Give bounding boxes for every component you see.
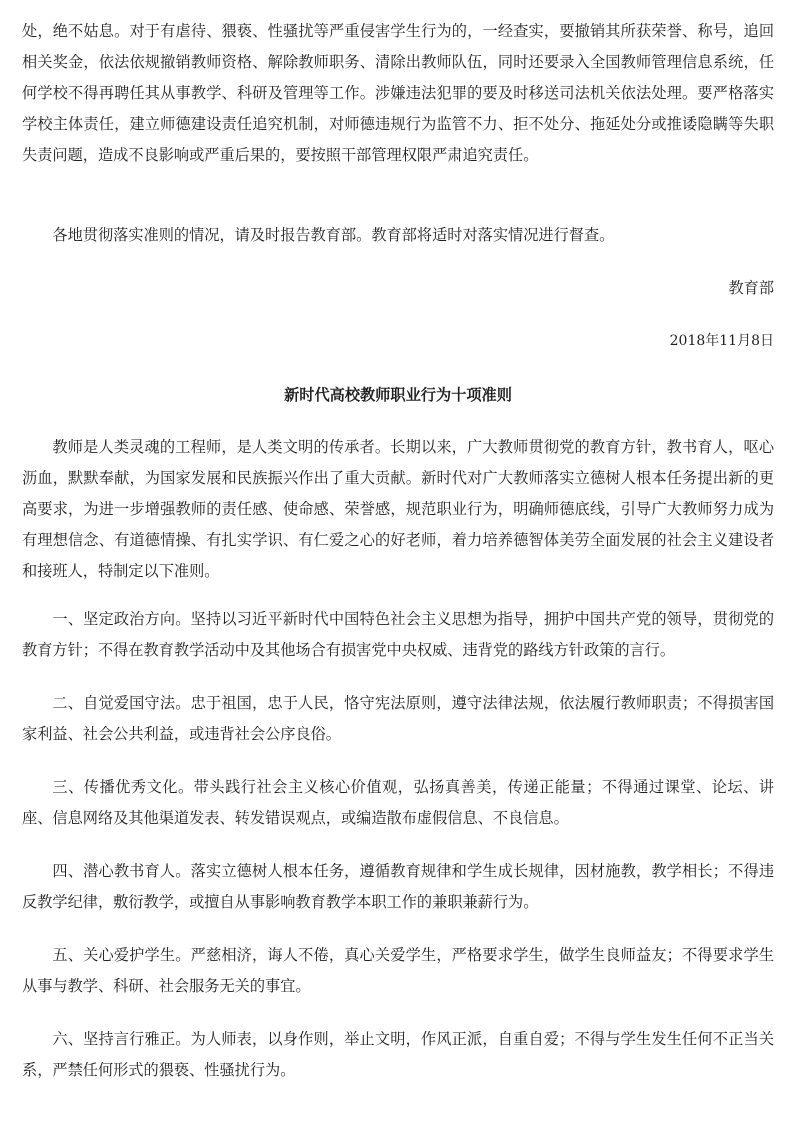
rule-item: 六、坚持言行雅正。为人师表，以身作则，举止文明，作风正派，自重自爱；不得与学生发生任何不正当关系，严禁任何形式的猥亵、性骚扰行为。 xyxy=(22,1030,774,1079)
rule-item: 一、坚定政治方向。坚持以习近平新时代中国特色社会主义思想为指导，拥护中国共产党的领导，贯彻党的教育方针；不得在教育教学活动中及其他场合有损害党中央权威、违背党的路线方针政策的言行。 xyxy=(22,610,774,659)
rule-item: 三、传播优秀文化。带头践行社会主义核心价值观，弘扬真善美，传递正能量；不得通过课堂、论坛、讲座、信息网络及其他渠道发表、转发错误观点，或编造散布虚假信息、不良信息。 xyxy=(22,778,774,827)
rule-item: 二、自觉爱国守法。忠于祖国，忠于人民，恪守宪法原则，遵守法律法规，依法履行教师职责；不得损害国家利益、社会公共利益，或违背社会公序良俗。 xyxy=(22,694,774,743)
carryover-paragraph: 处，绝不姑息。对于有虐待、猥亵、性骚扰等严重侵害学生行为的，一经查实，要撤销其所获荣誉、称号，追回相关奖金，依法依规撤销教师资格、解除教师职务、清除出教师队伍，同时还要录入全国教师管理信息系统，任何学校不得再聘任其从事教学、科研及管理等工作。涉嫌违法犯罪的要及时移送司法机关依法处理。要严格落实学校主体责任，建立师德建设责任追究机制，对师德违规行为监管不力、拒不处分、拖延处分或推诿隐瞒等失职失责问题，造成不良影响或严重后果的，要按照干部管理权限严肃追究责任。 xyxy=(22,22,774,164)
issuer-signature: 教育部 xyxy=(728,279,774,297)
rule-item: 四、潜心教书育人。落实立德树人根本任务，遵循教育规律和学生成长规律，因材施教，教学相长；不得违反教学纪律，敷衍教学，或擅自从事影响教育教学本职工作的兼职兼薪行为。 xyxy=(22,862,774,911)
document-title: 新时代高校教师职业行为十项准则 xyxy=(284,386,512,404)
preamble-paragraph: 教师是人类灵魂的工程师，是人类文明的传承者。长期以来，广大教师贯彻党的教育方针，教书育人，呕心沥血，默默奉献，为国家发展和民族振兴作出了重大贡献。新时代对广大教师落实立德树人根本任务提出新的更高要求，为进一步增强教师的责任感、使命感、荣誉感，规范职业行为，明确师德底线，引导广大教师努力成为有理想信念、有道德情操、有扎实学识、有仁爱之心的好老师，着力培养德智体美劳全面发展的社会主义建设者和接班人，特制定以下准则。 xyxy=(22,438,774,580)
issue-date: 2018年11月8日 xyxy=(669,333,774,349)
rule-item: 五、关心爱护学生。严慈相济，诲人不倦，真心关爱学生，严格要求学生，做学生良师益友；不得要求学生从事与教学、科研、社会服务无关的事宜。 xyxy=(22,946,774,995)
closing-paragraph: 各地贯彻落实准则的情况，请及时报告教育部。教育部将适时对落实情况进行督查。 xyxy=(52,226,615,244)
